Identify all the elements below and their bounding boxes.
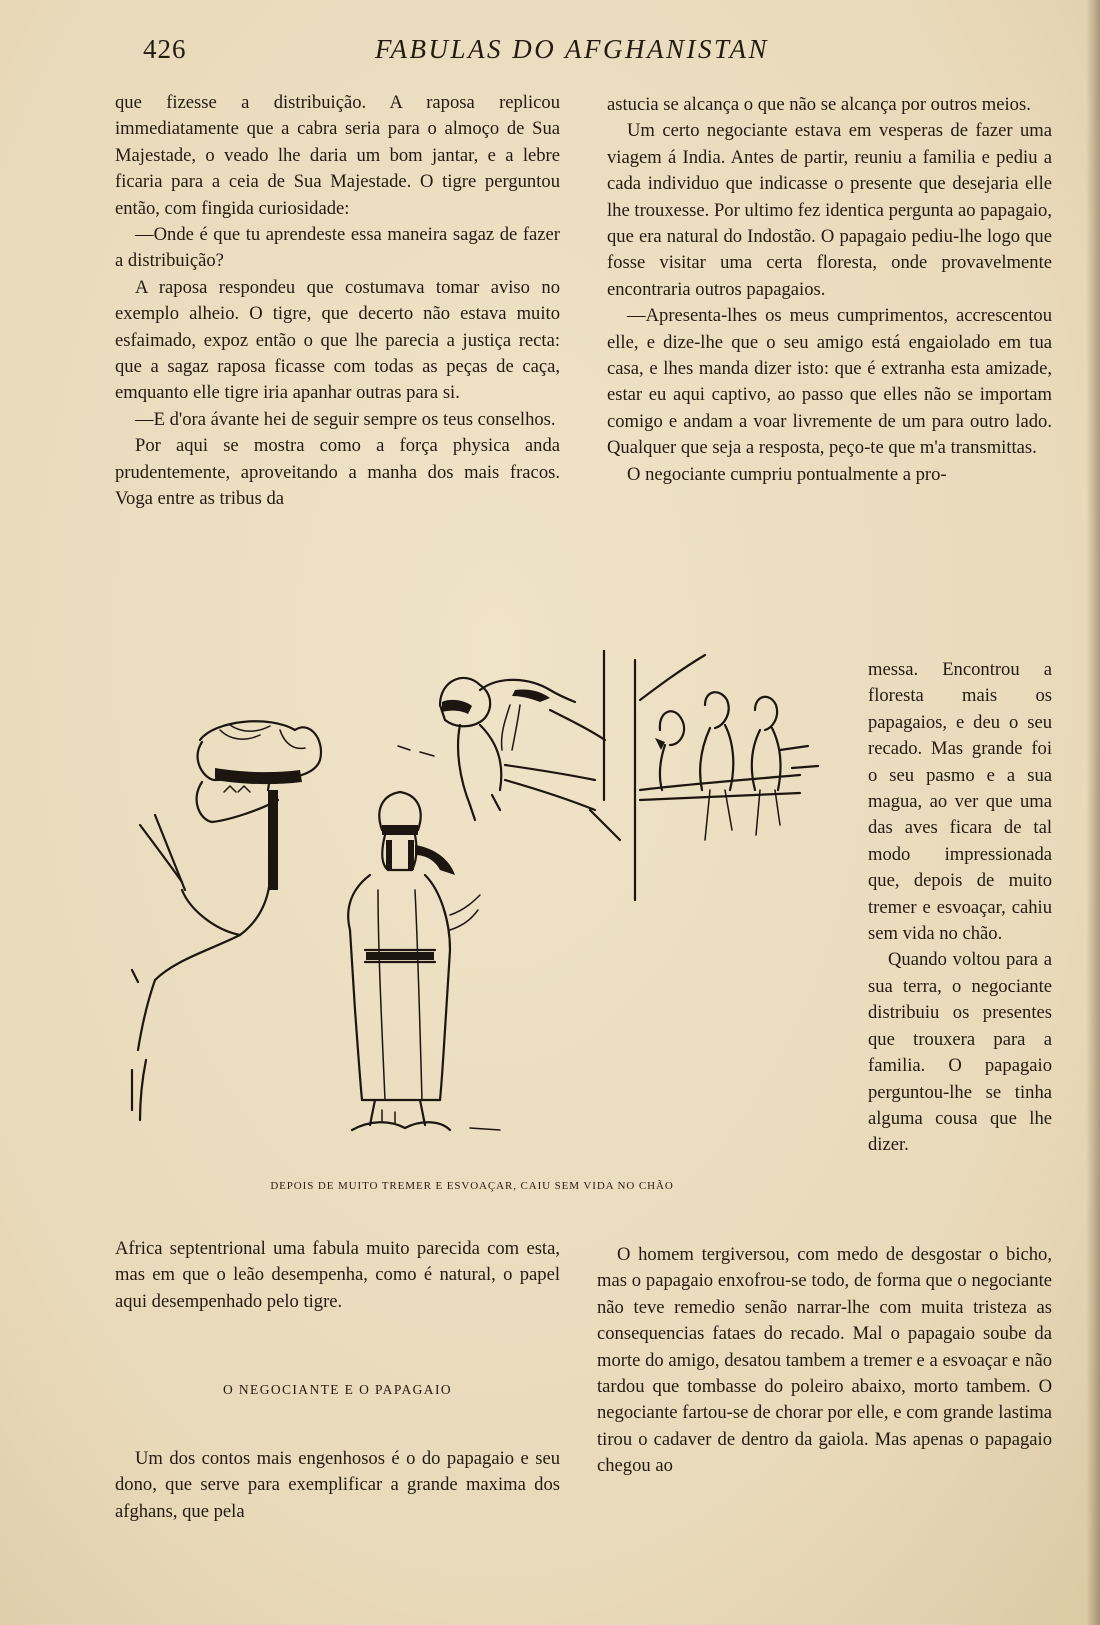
left-column-top: [115, 90, 560, 513]
paragraph: messa. Encontrou a floresta mais os papagaios, e deu o seu recado. Mas grande foi o seu pasmo e a sua magua, ao ver que uma das aves ficara de tal modo impressionada que, depois de muito tremer e esvoaçar, cahiu sem vida no chão.: [868, 659, 1052, 945]
paragraph: Por aqui se mostra como a força physica anda prudentemente, aproveitando a manha dos mais fracos. Voga entre as tribus da: [115, 435, 560, 510]
page-edge-shadow: [1086, 0, 1100, 1625]
illustration-merchant-and-parrots: [120, 650, 840, 1180]
running-title: FABULAS DO AFGHANISTAN: [375, 34, 770, 64]
paragraph: A raposa respondeu que costumava tomar aviso no exemplo alheio. O tigre, que decerto não estava muito esfaimado, expoz então o que lhe parecia a justiça recta: que a sagaz raposa ficasse com todas as peças de caça, emquanto elle tigre iria apanhar outras para si.: [115, 276, 560, 404]
paragraph: O negociante cumpriu pontualmente a pro-: [627, 463, 947, 485]
parrots-on-perch-drawing: [635, 655, 818, 900]
paragraph: O homem tergiversou, com medo de desgostar o bicho, mas o papagaio enxofrou-se todo, de forma que o negociante não teve remedio senão narrar-lhe com muita tristeza as consequencias fataes do recado. Mal o papagaio soube da morte do amigo, desatou tambem a tremer e a esvoaçar e não tardou que tombasse do poleiro abaixo, morto tambem. O negociante fartou-se de chorar por elle, e com grande lastima tirou o cadaver de dentro da gaiola. Mas apenas o papagaio chegou ao: [597, 1244, 1052, 1477]
right-column-narrow: [868, 657, 1052, 1159]
paragraph: Africa septentrional uma fabula muito parecida com esta, mas em que o leão desempenha, como é natural, o papel aqui desempenhado pelo tigre.: [115, 1238, 560, 1312]
section-title: O NEGOCIANTE E O PAPAGAIO: [222, 1382, 452, 1397]
paragraph: que fizesse a distribuição. A raposa replicou immediatamente que a cabra seria para o almoço de Sua Majestade, o veado lhe daria um bom jantar, e a lebre ficaria para a ceia de Sua Majestade. O tigre perguntou então, com fingida curiosidade:: [115, 92, 560, 219]
paragraph: —Onde é que tu aprendeste essa maneira sagaz de fazer a distribuição?: [115, 224, 560, 272]
page-number: 426: [143, 34, 187, 64]
right-column-top: [607, 92, 1052, 488]
left-column-bottom: [115, 1236, 560, 1315]
left-column-bottom-2: [115, 1446, 560, 1525]
parrot-on-branch-drawing: [398, 650, 620, 840]
paragraph: Quando voltou para a sua terra, o negociante distribuiu os presentes que trouxera para a familia. O papagaio perguntou-lhe se tinha alguma cousa que lhe dizer.: [868, 949, 1052, 1156]
paragraph: —Apresenta-lhes os meus cumprimentos, accrescentou elle, e dize-lhe que o seu amigo está engaiolado em tua casa, e lhes manda dizer isto: que é extranha esta amizade, estar eu aqui captivo, ao passo que elles não se importam comigo e andam a voar livremente de um para outro lado. Qualquer que seja a resposta, peço-te que m'a transmittas.: [607, 305, 1052, 459]
paragraph: Um dos contos mais engenhosos é o do papagaio e seu dono, que serve para exemplificar a grande maxima dos afghans, que pela: [115, 1448, 560, 1522]
camel-drawing: [132, 721, 321, 1120]
paragraph: Um certo negociante estava em vesperas de fazer uma viagem á India. Antes de partir, reuniu a familia e pediu a cada individuo que indicasse o presente que desejaria elle lhe trouxesse. Por ultimo fez identica pergunta ao papagaio, que era natural do Indostão. O papagaio pediu-lhe logo que fosse visitar uma certa floresta, onde provavelmente encontraria outros papagaios.: [607, 120, 1052, 300]
illustration-caption: DEPOIS DE MUITO TREMER E ESVOAÇAR, CAIU SEM VIDA NO CHÃO: [270, 1180, 674, 1192]
paragraph: astucia se alcança o que não se alcança por outros meios.: [607, 94, 1031, 115]
paragraph: —E d'ora ávante hei de seguir sempre os teus conselhos.: [135, 408, 556, 430]
right-column-bottom: [597, 1242, 1052, 1480]
merchant-drawing: [348, 792, 500, 1130]
